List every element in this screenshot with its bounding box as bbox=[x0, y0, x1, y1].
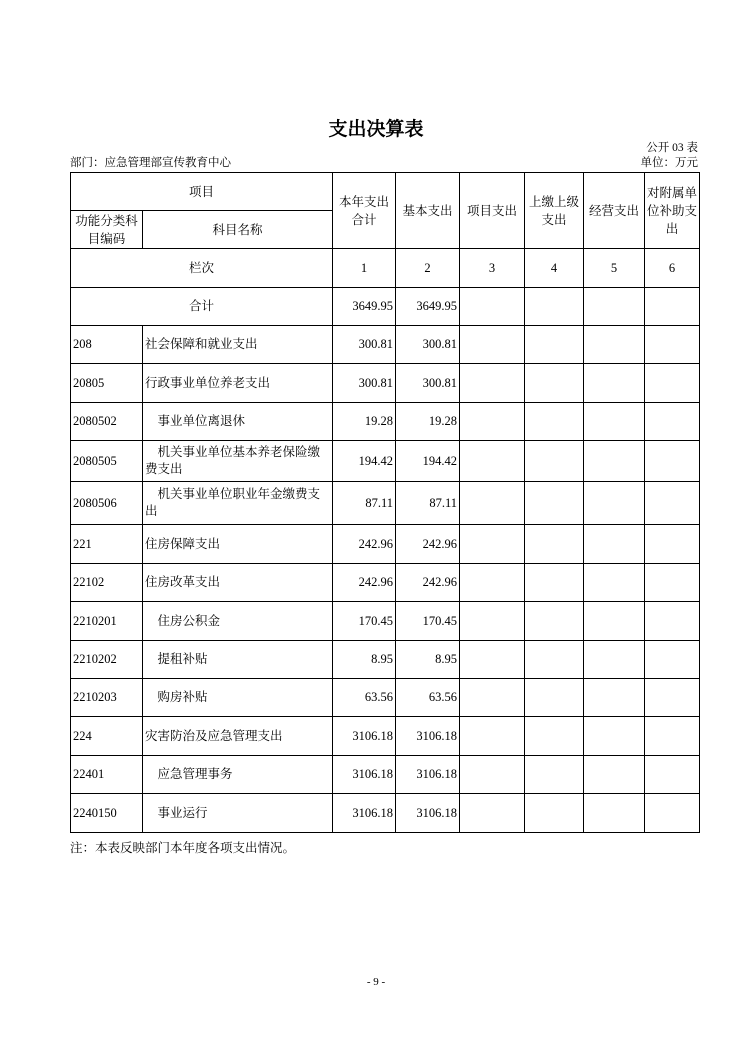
total-expenditure-cell: 3106.18 bbox=[333, 794, 396, 833]
project-expenditure-cell bbox=[460, 641, 525, 679]
basic-expenditure-cell: 194.42 bbox=[396, 441, 460, 482]
total-expenditure-cell: 3106.18 bbox=[333, 756, 396, 794]
operating-expenditure-cell bbox=[584, 602, 645, 641]
table-row bbox=[71, 482, 700, 525]
table-row bbox=[71, 794, 700, 833]
total-row bbox=[71, 288, 700, 326]
column-index-number: 1 bbox=[333, 249, 396, 288]
function-code-cell: 208 bbox=[71, 326, 143, 364]
basic-expenditure-cell: 3649.95 bbox=[396, 288, 460, 326]
total-expenditure-cell: 3106.18 bbox=[333, 717, 396, 756]
total-expenditure-cell: 8.95 bbox=[333, 641, 396, 679]
operating-expenditure-cell bbox=[584, 326, 645, 364]
table-row bbox=[71, 441, 700, 482]
column-index-number: 5 bbox=[584, 249, 645, 288]
remit-to-superior-cell bbox=[525, 288, 584, 326]
project-expenditure-cell bbox=[460, 679, 525, 717]
subject-name-cell: 提租补贴 bbox=[143, 641, 333, 679]
table-row bbox=[71, 756, 700, 794]
project-expenditure-cell bbox=[460, 364, 525, 403]
table-row bbox=[71, 602, 700, 641]
remit-to-superior-cell bbox=[525, 756, 584, 794]
subsidy-to-affiliates-cell bbox=[645, 326, 700, 364]
function-code-cell: 2080506 bbox=[71, 482, 143, 525]
basic-expenditure-cell: 242.96 bbox=[396, 525, 460, 564]
column-index-label: 栏次 bbox=[71, 249, 333, 288]
column-index-number: 3 bbox=[460, 249, 525, 288]
page-number: - 9 - bbox=[366, 976, 386, 988]
total-expenditure-cell: 300.81 bbox=[333, 364, 396, 403]
function-code-cell: 22401 bbox=[71, 756, 143, 794]
subsidy-to-affiliates-cell bbox=[645, 717, 700, 756]
function-code-cell: 2080505 bbox=[71, 441, 143, 482]
project-expenditure-cell bbox=[460, 756, 525, 794]
operating-expenditure-cell bbox=[584, 525, 645, 564]
remit-to-superior-cell bbox=[525, 564, 584, 602]
function-code-cell: 224 bbox=[71, 717, 143, 756]
basic-expenditure-cell: 3106.18 bbox=[396, 717, 460, 756]
header-project-expenditure: 项目支出 bbox=[460, 173, 525, 249]
total-expenditure-cell: 3649.95 bbox=[333, 288, 396, 326]
table-header-row bbox=[71, 173, 700, 211]
subject-name-cell: 灾害防治及应急管理支出 bbox=[143, 717, 333, 756]
basic-expenditure-cell: 63.56 bbox=[396, 679, 460, 717]
basic-expenditure-cell: 170.45 bbox=[396, 602, 460, 641]
project-expenditure-cell bbox=[460, 441, 525, 482]
remit-to-superior-cell bbox=[525, 641, 584, 679]
total-expenditure-cell: 170.45 bbox=[333, 602, 396, 641]
table-row bbox=[71, 403, 700, 441]
table-row bbox=[71, 326, 700, 364]
total-expenditure-cell: 63.56 bbox=[333, 679, 396, 717]
basic-expenditure-cell: 8.95 bbox=[396, 641, 460, 679]
basic-expenditure-cell: 3106.18 bbox=[396, 756, 460, 794]
subject-name-cell: 机关事业单位基本养老保险缴费支出 bbox=[143, 441, 333, 482]
function-code-cell: 221 bbox=[71, 525, 143, 564]
remit-to-superior-cell bbox=[525, 717, 584, 756]
unit-label: 单位：万元 bbox=[640, 157, 698, 169]
form-number: 公开 03 表 bbox=[646, 142, 698, 154]
table-row bbox=[71, 717, 700, 756]
subsidy-to-affiliates-cell bbox=[645, 364, 700, 403]
function-code-cell: 2210202 bbox=[71, 641, 143, 679]
page-title: 支出决算表 bbox=[328, 119, 424, 140]
subsidy-to-affiliates-cell bbox=[645, 602, 700, 641]
subject-name-cell: 行政事业单位养老支出 bbox=[143, 364, 333, 403]
subsidy-to-affiliates-cell bbox=[645, 564, 700, 602]
subject-name-cell: 社会保障和就业支出 bbox=[143, 326, 333, 364]
project-expenditure-cell bbox=[460, 288, 525, 326]
basic-expenditure-cell: 300.81 bbox=[396, 364, 460, 403]
project-expenditure-cell bbox=[460, 602, 525, 641]
column-index-number: 2 bbox=[396, 249, 460, 288]
remit-to-superior-cell bbox=[525, 326, 584, 364]
subject-name-cell: 事业单位离退休 bbox=[143, 403, 333, 441]
project-expenditure-cell bbox=[460, 525, 525, 564]
subject-name-cell: 事业运行 bbox=[143, 794, 333, 833]
project-expenditure-cell bbox=[460, 403, 525, 441]
subsidy-to-affiliates-cell bbox=[645, 482, 700, 525]
remit-to-superior-cell bbox=[525, 482, 584, 525]
operating-expenditure-cell bbox=[584, 717, 645, 756]
function-code-cell: 20805 bbox=[71, 364, 143, 403]
header-subject-name: 科目名称 bbox=[143, 211, 333, 249]
operating-expenditure-cell bbox=[584, 794, 645, 833]
expenditure-table bbox=[70, 172, 700, 833]
remit-to-superior-cell bbox=[525, 364, 584, 403]
basic-expenditure-cell: 19.28 bbox=[396, 403, 460, 441]
operating-expenditure-cell bbox=[584, 564, 645, 602]
total-expenditure-cell: 87.11 bbox=[333, 482, 396, 525]
table-row bbox=[71, 641, 700, 679]
project-expenditure-cell bbox=[460, 326, 525, 364]
subject-name-cell: 购房补贴 bbox=[143, 679, 333, 717]
operating-expenditure-cell bbox=[584, 288, 645, 326]
remit-to-superior-cell bbox=[525, 679, 584, 717]
total-row-label: 合计 bbox=[71, 288, 333, 326]
header-remit-to-superior: 上缴上级支出 bbox=[525, 173, 584, 249]
operating-expenditure-cell bbox=[584, 641, 645, 679]
function-code-cell: 2240150 bbox=[71, 794, 143, 833]
operating-expenditure-cell bbox=[584, 403, 645, 441]
subject-name-cell: 住房公积金 bbox=[143, 602, 333, 641]
operating-expenditure-cell bbox=[584, 441, 645, 482]
table-row bbox=[71, 564, 700, 602]
subject-name-cell: 住房保障支出 bbox=[143, 525, 333, 564]
total-expenditure-cell: 300.81 bbox=[333, 326, 396, 364]
column-index-row bbox=[71, 249, 700, 288]
total-expenditure-cell: 19.28 bbox=[333, 403, 396, 441]
subsidy-to-affiliates-cell bbox=[645, 525, 700, 564]
basic-expenditure-cell: 3106.18 bbox=[396, 794, 460, 833]
remit-to-superior-cell bbox=[525, 525, 584, 564]
basic-expenditure-cell: 87.11 bbox=[396, 482, 460, 525]
table-row bbox=[71, 525, 700, 564]
basic-expenditure-cell: 300.81 bbox=[396, 326, 460, 364]
function-code-cell: 22102 bbox=[71, 564, 143, 602]
subsidy-to-affiliates-cell bbox=[645, 794, 700, 833]
operating-expenditure-cell bbox=[584, 364, 645, 403]
subject-name-cell: 应急管理事务 bbox=[143, 756, 333, 794]
function-code-cell: 2210201 bbox=[71, 602, 143, 641]
remit-to-superior-cell bbox=[525, 602, 584, 641]
function-code-cell: 2080502 bbox=[71, 403, 143, 441]
table-note: 注：本表反映部门本年度各项支出情况。 bbox=[70, 841, 296, 855]
header-operating-expenditure: 经营支出 bbox=[584, 173, 645, 249]
function-code-cell: 2210203 bbox=[71, 679, 143, 717]
project-expenditure-cell bbox=[460, 564, 525, 602]
subject-name-cell: 机关事业单位职业年金缴费支出 bbox=[143, 482, 333, 525]
column-index-number: 4 bbox=[525, 249, 584, 288]
project-expenditure-cell bbox=[460, 717, 525, 756]
table-row bbox=[71, 679, 700, 717]
column-index-number: 6 bbox=[645, 249, 700, 288]
remit-to-superior-cell bbox=[525, 794, 584, 833]
operating-expenditure-cell bbox=[584, 756, 645, 794]
header-basic-expenditure: 基本支出 bbox=[396, 173, 460, 249]
remit-to-superior-cell bbox=[525, 403, 584, 441]
subsidy-to-affiliates-cell bbox=[645, 641, 700, 679]
project-expenditure-cell bbox=[460, 482, 525, 525]
remit-to-superior-cell bbox=[525, 441, 584, 482]
header-item: 项目 bbox=[71, 173, 333, 211]
header-total-expenditure: 本年支出合计 bbox=[333, 173, 396, 249]
header-function-code: 功能分类科目编码 bbox=[71, 211, 143, 249]
total-expenditure-cell: 242.96 bbox=[333, 525, 396, 564]
subsidy-to-affiliates-cell bbox=[645, 756, 700, 794]
department-label: 部门：应急管理部宣传教育中心 bbox=[70, 157, 231, 169]
header-subsidy-to-affiliates: 对附属单位补助支出 bbox=[645, 173, 700, 249]
basic-expenditure-cell: 242.96 bbox=[396, 564, 460, 602]
table-row bbox=[71, 364, 700, 403]
operating-expenditure-cell bbox=[584, 482, 645, 525]
subsidy-to-affiliates-cell bbox=[645, 403, 700, 441]
project-expenditure-cell bbox=[460, 794, 525, 833]
operating-expenditure-cell bbox=[584, 679, 645, 717]
total-expenditure-cell: 242.96 bbox=[333, 564, 396, 602]
subject-name-cell: 住房改革支出 bbox=[143, 564, 333, 602]
subsidy-to-affiliates-cell bbox=[645, 441, 700, 482]
subsidy-to-affiliates-cell bbox=[645, 288, 700, 326]
total-expenditure-cell: 194.42 bbox=[333, 441, 396, 482]
subsidy-to-affiliates-cell bbox=[645, 679, 700, 717]
